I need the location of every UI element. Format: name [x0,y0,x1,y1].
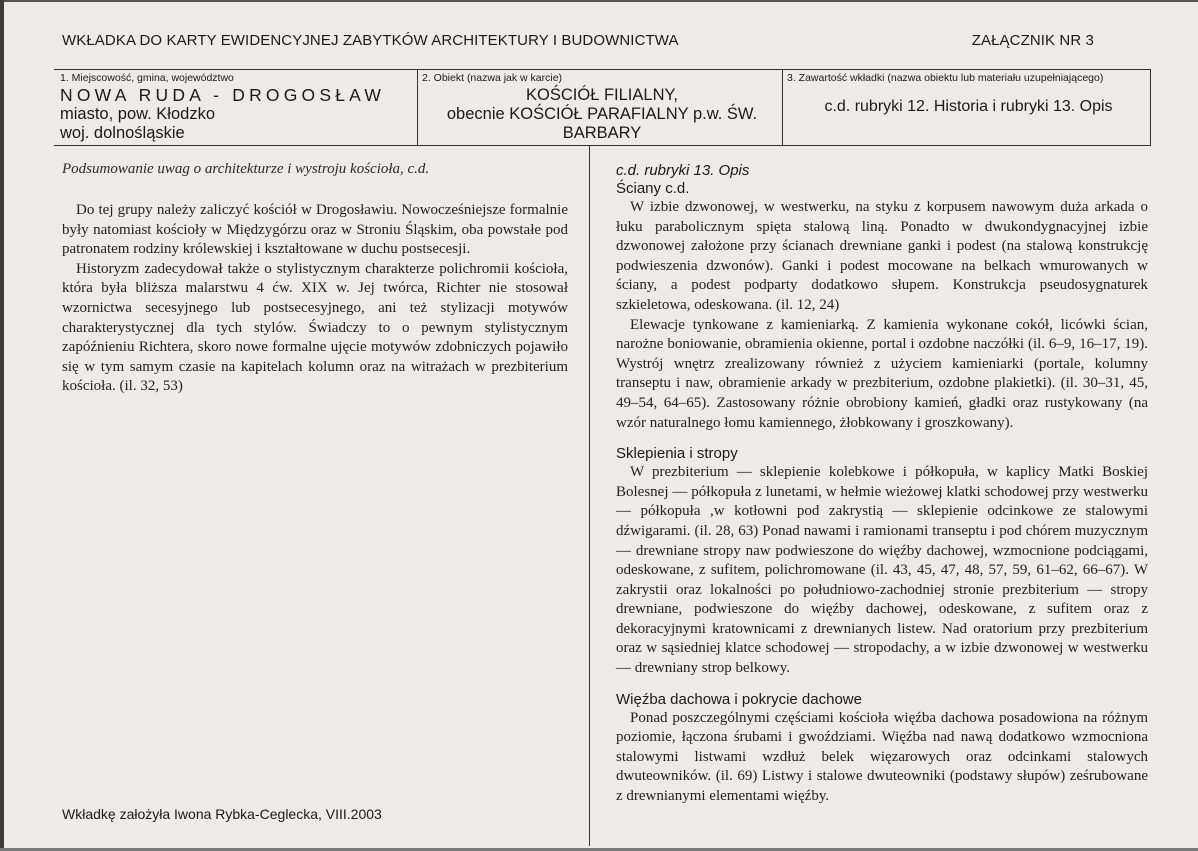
vaults-heading: Sklepienia i stropy [616,445,738,463]
document-title: WKŁADKA DO KARTY EWIDENCYJNEJ ZABYTKÓW ARCHITEKTURY I BUDOWNICTWA [62,32,679,49]
walls-paragraph-1: W izbie dzwonowej, w westwerku, na styku z korpusem nawowym duża arkada o łuku parabolicznym spięta stalową liną. Ponadto w dwukondygnacyjnej izbie dzwonowej założone przy ścianach drewniane ganki i podest (na stalową konstrukcję podwieszenia dzwonów). Ganki i podest mocowane na belkach wmurowanych w ściany, a podest podparty dodatkowo słupem. Konstrukcja pseudosygnaturek szkieletowa, odeskowana. (il. 12, 24) [616,199,1148,313]
section-reference: c.d. rubryki 13. Opis [616,162,750,179]
object-name-line1: KOŚCIÓŁ FILIALNY, [526,86,678,104]
left-lead-heading: Podsumowanie uwag o architekturze i wystroju kościoła, c.d. [62,161,430,177]
vaults-paragraph: W prezbiterium — sklepienie kolebkowe i półkopuła, w kaplicy Matki Boskiej Bolesnej — półkopuła z lunetami, w hełmie wieżowej klatki schodowej przy westwerku — półkopuła ,w kotłowni pod zakrystią — sklepienie odcinkowe ze stalowymi dźwigarami. (il. 28, 63) Ponad nawami i ramionami transeptu i pod chórem muzycznym — drewniane stropy naw podwieszone do więźby dachowej, wzmocnione podciągami, odeskowane, z sufitem, polichromowane (il. 43, 45, 47, 48, 57, 59, 61–62, 66–67). W zakrystii oraz lokalności po południowo-zachodniej stronie prezbiterium — stropy drewniane, podwieszone do więźby dachowej, odeskowane, z sufitem oraz z dekoracyjnymi kratownicami z drewnianych listew. Nad oratorium przy prezbiterium oraz w sąsiedniej klatce schodowej — stropodachy, a w izbie dzwonowej w westwerku — drewniany strop belkowy. [616,464,1148,677]
location-town: NOWA RUDA - DROGOSŁAW [60,85,386,105]
location-voivodeship: woj. dolnośląskie [60,124,185,142]
walls-heading: Ściany c.d. [616,180,690,197]
object-name [422,86,782,143]
form-header-table [54,69,1151,146]
location-label: 1. Miejscowość, gmina, województwo [60,72,234,84]
column-divider [589,146,590,846]
contents-field [783,69,1151,145]
object-field [417,69,783,145]
walls-paragraph-2: Elewacje tynkowane z kamieniarką. Z kamienia wykonane cokół, licówki ścian, narożne boniowanie, obramienia okienne, portal i ozdobne naczółki (il. 6–9, 16–17, 19). Wystrój wnętrz zrealizowany również z użyciem kamieniarki (portale, kolumny transeptu i naw, obramienie arkady w prezbiterium, ozdobne plakietki). (il. 30–31, 45, 49–54, 64–65). Zastosowany różnie obrobiony kamień, gładki oraz rustykowany (na wzór naturalnego łomu kamiennego, żłobkowany i groszkowany). [616,316,1148,431]
left-paragraph-1: Do tej grupy należy zaliczyć kościół w Drogosławiu. Nowocześniejsze formalnie były natomiast kościoły w Międzygórzu oraz w Stroniu Śląskim, oba powstałe pod patronatem rodziny królewskiej i kształtowane w duchu postsecesji. [62,202,568,258]
annex-number: ZAŁĄCZNIK NR 3 [971,32,1094,49]
left-column [62,160,568,397]
location-county: miasto, pow. Kłodzko [60,105,215,123]
roof-heading: Więźba dachowa i pokrycie dachowe [616,690,862,708]
scan-edge-left [0,0,4,851]
scan-edge-top [0,0,1198,2]
object-name-line2: obecnie KOŚCIÓŁ PARAFIALNY p.w. ŚW. [446,105,758,123]
object-label: 2. Obiekt (nazwa jak w karcie) [422,72,563,84]
object-name-line3: BARBARY [562,124,642,142]
right-column [616,162,1148,807]
location-field [54,69,417,145]
contents-value: c.d. rubryki 12. Historia i rubryki 13. Opis [824,98,1113,115]
left-paragraph-2: Historyzm zadecydował także o stylistycznym charakterze polichromii kościoła, która była bliższa malarstwu 4 ćw. XIX w. Jej twórca, Richter nie stosował wzornictwa secesyjnego lub postsecesyjnego, ani też stylizacji motywów charakterystycznej dla tych stylów. Świadczy to o pewnym stylistycznym zapóźnieniu Richtera, skoro nowe formalne ujęcie motywów zdobniczych pojawiło się w tym samym czasie na kapitelach kolumn oraz na witrażach w prezbiterium kościoła. (il. 32, 53) [62,260,568,395]
author-footer: Wkładkę założyła Iwona Rybka-Ceglecka, VIII.2003 [62,806,382,822]
page-header [62,32,1094,49]
contents-label: 3. Zawartość wkładki (nazwa obiektu lub materiału uzupełniającego) [787,72,1104,84]
roof-paragraph: Ponad poszczególnymi częściami kościoła więźba dachowa posadowiona na różnym poziomie, łączona śrubami i gwoździami. Więźba nad nawą dodatkowo wzmocniona stalowymi listwami wzdłuż belek więzarowych oraz odcinkami stalowych dwuteowników. (il. 69) Listwy i stalowe dwuteowniki (podstawy słupów) ześrubowane z drewnianymi elementami więźby. [616,709,1148,805]
